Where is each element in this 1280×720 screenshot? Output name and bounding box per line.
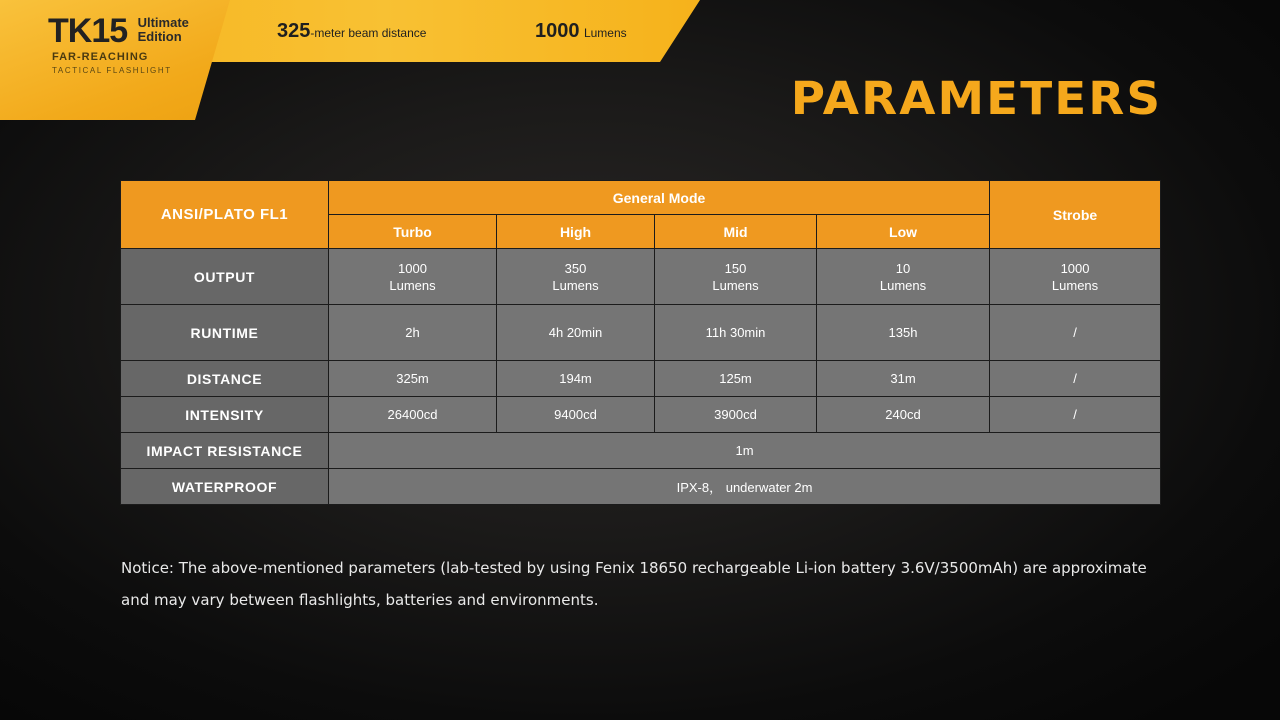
table-cell: 194m [497,361,655,397]
table-head [121,181,1161,249]
row-label: RUNTIME [121,305,329,361]
table-cell: 325m [329,361,497,397]
product-tagline: FAR-REACHING [52,51,149,63]
table-cell-strobe: / [990,305,1161,361]
banner-spec-beam-distance [277,20,426,43]
table-cell: 135h [817,305,990,361]
beam-distance-value: 325 [277,20,311,42]
table-cell: 1000 Lumens [329,249,497,305]
product-edition-line1: Ultimate [137,15,189,30]
table-header-row-1 [121,181,1161,215]
row-label: IMPACT RESISTANCE [121,433,329,469]
table-cell: 3900cd [655,397,817,433]
table-cell-strobe: 1000 Lumens [990,249,1161,305]
banner-spec-lumens [535,20,627,43]
lumens-value: 1000 [535,20,580,42]
table-cell: 125m [655,361,817,397]
header-mode-low: Low [817,215,990,249]
table-cell: 11h 30min [655,305,817,361]
header-mode-mid: Mid [655,215,817,249]
table-cell: 2h [329,305,497,361]
table-cell: 4h 20min [497,305,655,361]
row-label: DISTANCE [121,361,329,397]
header-general-mode: General Mode [329,181,990,215]
product-model: TK15 [48,12,128,50]
table-cell-full: 1m [329,433,1161,469]
row-label: OUTPUT [121,249,329,305]
page-title: PARAMETERS [790,72,1162,125]
table-cell: 9400cd [497,397,655,433]
table-row [121,249,1161,305]
parameters-table-wrap [120,180,1160,505]
header-ansi-plato: ANSI/PLATO FL1 [121,181,329,249]
table-row [121,305,1161,361]
table-cell-strobe: / [990,361,1161,397]
table-cell: 350 Lumens [497,249,655,305]
row-label: WATERPROOF [121,469,329,505]
product-category: TACTICAL FLASHLIGHT [52,66,172,75]
header-mode-turbo: Turbo [329,215,497,249]
table-cell-full: IPX-8， underwater 2m [329,469,1161,505]
lumens-unit: Lumens [583,26,627,40]
table-cell: 31m [817,361,990,397]
notice-text: Notice: The above-mentioned parameters (lab-tested by using Fenix 18650 rechargeable Li-ion battery 3.6V/3500mAh) are approximate and may vary between flashlights, batteries and environments. [121,559,1147,609]
beam-distance-unit: -meter beam distance [310,26,427,40]
parameters-table [120,180,1161,505]
table-cell-strobe: / [990,397,1161,433]
product-brand [48,14,200,75]
table-cell: 10 Lumens [817,249,990,305]
table-body [121,249,1161,505]
table-cell: 150 Lumens [655,249,817,305]
product-edition-line2: Edition [137,29,182,44]
header-strobe: Strobe [990,181,1161,249]
table-cell: 240cd [817,397,990,433]
row-label: INTENSITY [121,397,329,433]
table-cell: 26400cd [329,397,497,433]
header-mode-high: High [497,215,655,249]
table-row [121,361,1161,397]
table-row [121,433,1161,469]
product-edition [138,16,200,44]
table-row [121,397,1161,433]
table-row [121,469,1161,505]
